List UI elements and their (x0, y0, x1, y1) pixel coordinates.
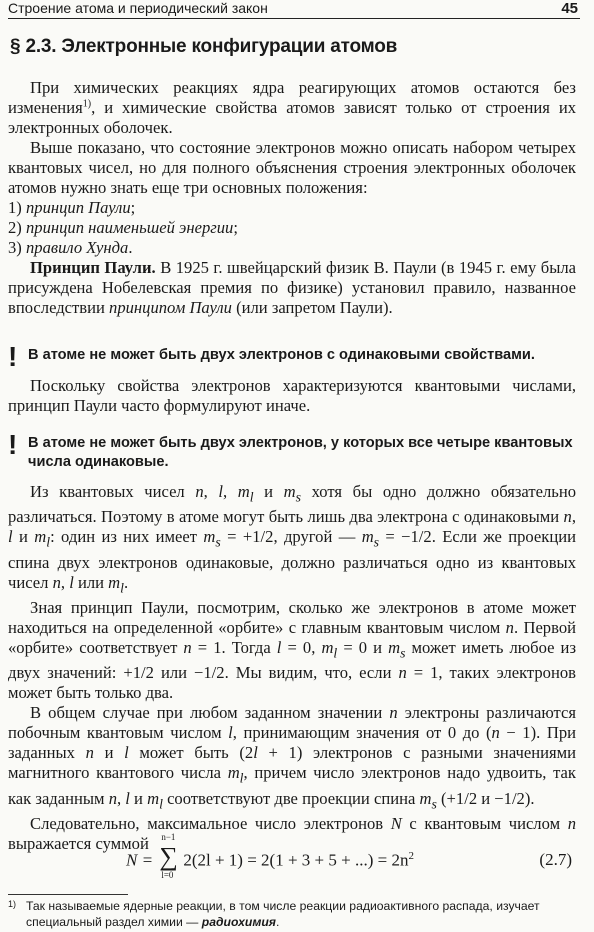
running-title: Строение атома и периодический закон (8, 0, 268, 16)
rule-text: В атоме не может быть двух электронов, у которых все четыре квантовых числа одинаковые. (28, 435, 573, 470)
summation: n−1 ∑ l=0 (159, 831, 178, 880)
list-item: 2) принцип наименьшей энергии; (8, 218, 238, 237)
footnote-marker: 1) (8, 899, 17, 909)
rule-box-2 (8, 430, 580, 474)
page-header (8, 0, 580, 19)
page-number: 45 (561, 0, 578, 17)
footnote-divider (8, 894, 128, 895)
equation-number: (2.7) (539, 850, 572, 869)
exclamation-icon: ! (8, 341, 18, 372)
paragraph-conclusion: Следовательно, максимальное число электронов N с квантовым числом n выражается суммой (8, 813, 576, 853)
intro-block (8, 78, 576, 318)
list-item: 3) правило Хунда. (8, 238, 133, 257)
rule-text: В атоме не может быть двух электронов с одинаковыми свойствами. (28, 347, 535, 363)
paragraph-general-case: В общем случае при любом заданном значении n электроны различаются побочным квантовым числом l, принимающим значения от 0 до (n − 1). При заданных n и l может быть (2l + 1) электронов с разными значениями магнитного квантового числа $m_l$, причем число электронов надо удвоить, так как заданным n, l и $m_l$ соответствуют две проекции спина $m_s$ (+1/2 и −1/2). (8, 703, 577, 811)
sigma-icon: ∑ (159, 841, 178, 871)
paragraph-pauli: Принцип Паули. В 1925 г. швейцарский физик В. Паули (в 1945 г. ему была присуждена Нобелевская премия по физике) установил правило, названное впоследствии принципом Паули (или запретом Паули). (8, 258, 576, 317)
main-block (8, 482, 576, 854)
exclamation-icon: ! (8, 429, 18, 460)
principles-list (8, 198, 576, 258)
rule-box-1 (8, 341, 580, 372)
list-item: 1) принцип Паули; (8, 198, 136, 217)
paragraph-positions: Выше показано, что состояние электронов можно описать набором четырех квантовых чисел, но для полного объяснения строения электронных оболочек атомов нужно знать еще три основных положения: (8, 138, 576, 197)
paragraph-block-2 (8, 376, 576, 416)
paragraph-orbit: Зная принцип Паули, посмотрим, сколько же электронов в атоме может находиться на определенной «орбите» с главным квантовым числом n. Первой «орбите» соответствует n = 1. Тогда l = 0, $m_l = 0$ и $m_s$ может иметь любое из двух значений: +1/2 или −1/2. Мы видим, что, если n = 1, таких электронов может быть только два. (8, 597, 576, 703)
section-title: § 2.3. Электронные конфигурации атомов (10, 36, 398, 57)
paragraph-quantum-numbers: Из квантовых чисел n, l, $m_l$ и $m_s$ хотя бы одно должно обязательно различаться. Поэтому в атоме могут быть лишь два электрона с одинаковыми n, l и $m_l$: один из них имеет $m_s = +1/2$, другой — $m_s = -1/2$. Если же проекции спина двух электронов одинаковые, должно различаться одно из квантовых чисел n, l или $m_l$. (8, 482, 576, 595)
footnote-text: Так называемые ядерные реакции, в том числе реакции радиоактивного распада, изучает специальный раздел химии — радиохимия. (26, 899, 540, 929)
formula-expression: N = n−1 ∑ l=0 2(2l + 1) = 2(1 + 3 + 5 + ...) = $2n^2$ (126, 831, 414, 880)
footnote-ref: 1) (82, 98, 92, 110)
paragraph-reformulate: Поскольку свойства электронов характеризуются квантовыми числами, принцип Паули часто формулируют иначе. (8, 376, 576, 415)
paragraph-intro: При химических реакциях ядра реагирующих атомов остаются без изменения$^{1)}$, и химические свойства атомов зависят только от строения их электронных оболочек. (8, 78, 576, 137)
